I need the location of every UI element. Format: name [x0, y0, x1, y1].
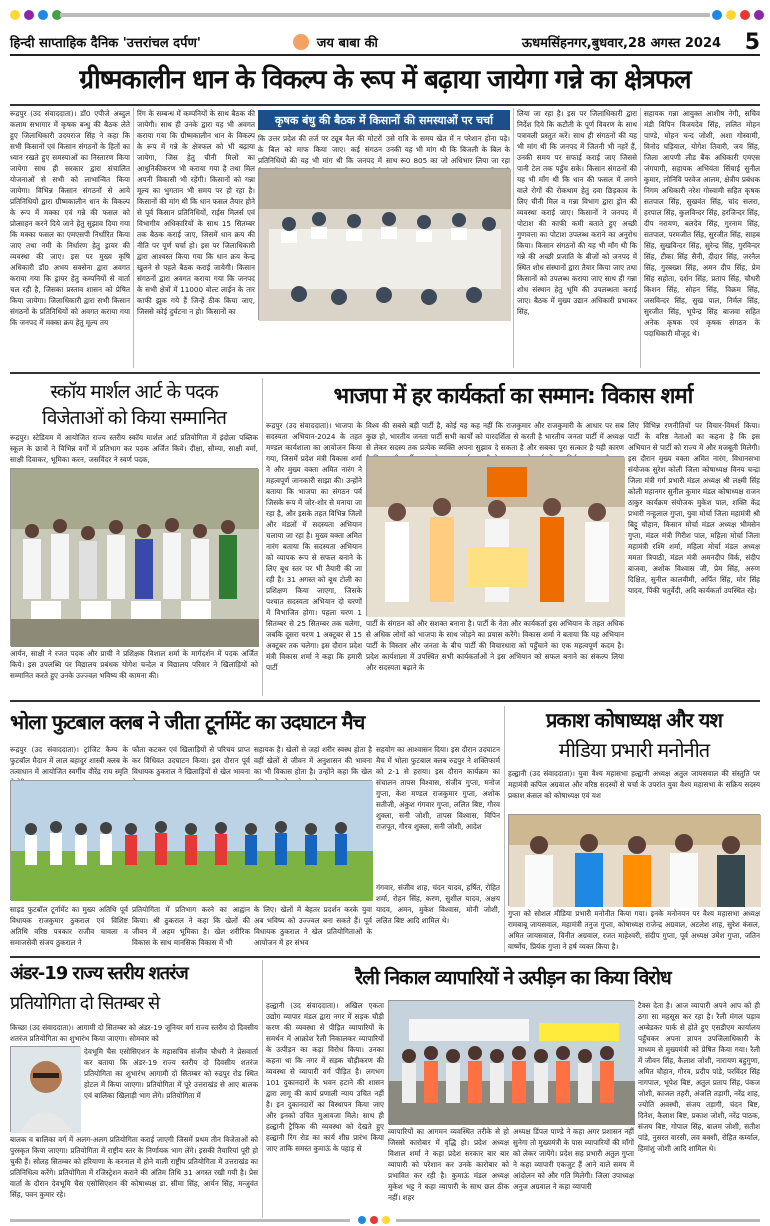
article7-col2: व्यापारियों का आगमन व्यवस्थित तरीके से हो जिससे कारोबार में वृद्धि हो। प्रदेश अध्यक्ष विशाल शर्मा ने कहा प्रदेश सरकार बार बार व्यापारी को परेशान कर उनके कारोबार को प्रभावित कर रही है। कुमाऊं मंडल अध्यक्ष मुकेश भट्ट ने कहा व्यापारी के साथ छल ठीक नहीं। शहर [388, 1127, 509, 1202]
color-dots-left [10, 10, 62, 20]
article1-col2: रिंग के सम्बन्ध में कम्पनियों के साथ बैठक की जायेगी। साथ ही उनके द्वारा यह भी अवगत कराया गया कि ग्रीष्मकालीन धान के विकल्प के रूप में गन्ने के क्षेत्रफल को भी बढ़ाया जायेगा, जिस हेतु चीनी मिलों का आधुनिकीकरण भी कराया गया है तथा मिल अपनी विकासी भी रहेंगी। किसानों को गन्ना मूल्य का भुगतान भी समय पर हो रहा है। किसानों की मांग थी कि धान फसल तैयार होने से पूर्व किसान प्रतिनिधियों, राईस मिलर्स एवं विभागीय अधिकारियों के साथ 15 सितम्बर तक बैठक कराई जाए, जिसमें धान क्रय की नीति पर पूर्ण चर्चा हो। इस पर जिलाधिकारी द्वारा आश्वस्त किया गया कि धान क्रय केन्द्र खुलने से पहले बैठक कराई जायेगी। किसान संगठनों द्वारा अवगत कराया गया कि जनपद के सभी क्षेत्रों में 11000 वोल्ट लाईन के तार काफी झुक गये हैं जिन्हें ठीक किया जाए, जिससे कोई दुर्घटना न हो। किसानों का [137, 109, 255, 316]
dot-icon [370, 1216, 378, 1224]
divider [513, 108, 514, 368]
article1-subhead: कृषक बंधु की बैठक में किसानों की समस्याओं पर चर्चा [258, 110, 510, 130]
article4-col4: सहयोग का आश्वासन दिया। इस दौरान उदघाटन मैच में भोला फुटबाल क्लब रुद्रपुर ने शक्तिफार्म को 2-1 से हराया। इस दौरान कार्यक्रम का संचालन तापस विश्वास, संजीव गुप्ता, मनोज गुप्ता, केश मण्डल राजकुमार गुप्ता, अशोक सतीजी, अंकुश गंगवार गुप्ता, ललित बिष्ट, गौरव शुक्ला, सनी जोशी, तापस विश्वास, विपिन राजपूत, गौरव शुक्ला, सनी जोशी, आदेश [376, 745, 500, 831]
motto: जय बाबा की [316, 36, 378, 51]
article2-body: आर्यन, साक्षी ने रजत पदक और प्राची ने प्रशिक्षक विशाल शर्मा के मार्गदर्शन में पदक अर्जित किये। इस उपलब्धि पर विद्यालय प्रबंधक योगेश चन्देल व विद्यालय परिवार ने खिलाड़ियों को सम्मानित करते हुए उनके उज्ज्वल भविष्य की कामना की। [10, 649, 258, 680]
article3-col1: रूद्रपुर (उद संवाददाता)। भाजपा के सदस्यता अभियान-2024 के तहत मण्डल कार्यशाला का आयोजन किया गया, जिसमें प्रदेश मंत्री विकास शर्मा ने और मुख्य वक्ता अमित नारंग ने महत्वपूर्ण जानकारी साझा की। उन्होंने बताया कि भाजपा का संगठन पर्व जिसके रूप में जोर-शोर से मनाया जा रहा है, और इसके तहत विभिन्न जिलों और मंडलों में सदस्यता अभियान चलाया जा रहा है। मुख्य वक्ता अमित नारंग बताया कि सदस्यता अभियान को व्यापक रूप से सफल बनाने के लिए बूथ स्तर पर भी तैयारी की जा रही है। 31 अगस्त को बूथ टोली का प्रशिक्षण किया जाएगा, जिसके पश्चात सदस्यता अभियान दो चरणों में विभाजित होगा। पहला चरण 1 सितम्बर से 25 सितम्बर तक चलेगा, जबकि दूसरा चरण 1 अक्टूबर से 15 अक्टूबर तक चलेगा। इस दौरान प्रदेश मंत्री विकास शर्मा ने कहा कि हमारी पार्टी [266, 421, 362, 672]
masthead [10, 30, 760, 56]
article7-col4: टैक्स देता है। आज व्यापारी अपने आप को ही ठगा सा महसूस कर रहा है। रैली मंगल पड़ाव अम्बेडकर पार्क से होते हुए एसडीएम कार्यालय पहुँचकर अपना ज्ञापन उपजिलाधिकारी के माध्यम से मुख्यमंत्री को प्रेषित किया गया। रैली में जीवन सिंह, कैलाश जोशी, नारायण बहुगुणा, अमित चौहान, गौरव, प्रदीप पांडे, परविंदर सिंह नागपाल, भूपेश बिष्ट, अतुल प्रताप सिंह, पंकज जोशी, काजल तहरी, अंजलि तड़ागी, नरेंद्र शाह, ज्योति अवस्थी, संजय तड़ागी, चंदन बिष्ट, दिनेश, कैलाश बिष्ट, प्रकाश जोशी, नरेंद्र पाठक, संजय बिष्ट, गोपाल सिंह, बालम जोशी, सतीश पांडे, नुसरत वारसी, लव बक्शी, रोहित कर्म्याल, हिमांशु जोशी आदि शामिल थे। [638, 1001, 760, 1153]
article4-col1: रूद्रपुर (उद संवाददाता)। ट्रांजिट कैम्प के फुटबॉल मैदान में लाल बहादुर शास्त्री क्लब के तत्वाधान में आयोजित स्वर्गीय वीरेंद्र राय स्मृति [10, 745, 128, 776]
article7-headline: रैली निकाल व्यापारियों ने उत्पीड़न का किया विरोध [355, 967, 671, 989]
article5-body: गुप्ता को सोशल मीडिया प्रभारी मनोनीत किया गया। इनके मनोनयन पर वैश्य महासभा अध्यक्ष रामबाबू जायसवाल, महामंत्री तनुज गुप्ता, कोषाध्यक्ष राजेन्द्र अग्रवाल, अटलेश शाह, सुरेश कंसल, अमित जायसवाल, विनीत अग्रवाल, रजत माहेश्वरी, संदीप गुप्ता, पूर्व अध्यक्ष उमेश गुप्ता, जतिन वार्ष्णेय, प्रियंक गुप्ता ने हर्ष व्यक्त किया है। [508, 909, 760, 951]
dot-icon [740, 10, 750, 20]
divider [10, 956, 760, 958]
divider [10, 104, 760, 106]
article6-headline-line2: प्रतियोगिता दो सितम्बर से [10, 993, 160, 1014]
article4-col3b: के लिए। खेलों में बेहतर प्रदर्शन करके युवा अब भविष्य को उज्ज्वल बना सकते हैं। पूर्व विधायक ठुकराल ने खेल प्रतियोगिताओं के आयोजन में हर संभव [254, 905, 372, 947]
dot-icon [754, 10, 764, 20]
article6-lead: किच्छा (उद संवाददाता)। आगामी दो सितम्बर को अंडर-19 जूनियर वर्ग राज्य स्तरीय दो दिवसीय शतरंज प्रतियोगिता का शुभारंभ किया जाएगा। सोमवार को [10, 1023, 258, 1043]
article1-headline: ग्रीष्मकालीन धान के विकल्प के रूप में बढ़ाया जायेगा गन्ने का क्षेत्रफल [79, 65, 691, 95]
article3-col4: लिए विभिन्न रणनीतियों पर विचार-विमर्श किया। पार्टी के वरिष्ठ नेताओं का कहना है कि इस अभियान से पार्टी को राज्य में और मजबूती मिलेगी। इस दौरान मुख्य वक्ता अमित नारंग, विधानसभा संयोजक सुरेश कोली जिला कोषाध्यक्ष विनय चन्द्रा जिला मंत्री गर्ग प्रभारी मंडल अध्यक्ष श्री लक्ष्मी सिंह कोली महानगर सुनील कुमार मंडल कोषाध्यक्ष राजन ठाकुर कार्यक्रम संयोजक मुकेश पाल, शक्ति केंद्र प्रभारी नन्हूलाल गुप्ता, युवा मोर्चा जिला महामंत्री श्री बिट्टू चौहान, किसान मोर्चा मंडल अध्यक्ष भीमसेन गुप्ता, मंडल मंत्री गिरीश पाल, महिला मोर्चा जिला महामंत्री रश्मि शर्मा, महिला मोर्चा मंडल अध्यक्ष ममता त्रिपाठी, मंडल मंत्री अमनदीप विर्क, संदीप बाजवा, अशोक विश्वास जी, प्रेम सिंह, अरुण दिक्षित, सुनील कालवीमी, अर्पित सिंह, मोर सिंह यादव, पिंकी चतुर्वेदी, अदि कार्यकर्ता उपस्थित रहे। [628, 421, 760, 595]
divider [262, 378, 263, 696]
article6-portrait-photo [10, 1046, 80, 1132]
article6-right: देवभूमि चैस एसोसिएशन के महासचिव संजीव चौधरी ने प्रेसवार्ता कर बताया कि अंडर-19 राज्य स्तरीय दो दिवसीय शतरंज प्रतियोगिता का शुभारंभ आगामी दो सितम्बर को रुद्रपुर रोड स्थित होटल में किया जाएगा। प्रतियोगिता में पूरे उत्तराखंड से आए बालक एवं बालिका खिलाड़ी भाग लेंगे। प्रतियोगिता में [84, 1047, 258, 1100]
article4-col2b: प्रतियोगिता में प्रतिभाग करने का आह्वान किया। श्री ठुकराल ने कहा कि खेलों की जीवन में अहम भूमिका है। खेल शरीरिक विकास के साथ मानसिक विकास में भी [132, 905, 250, 947]
page-number: 5 [744, 29, 761, 55]
dateline: ऊधमसिंहनगर,बुधवार,28 अगस्त 2024 [521, 36, 722, 51]
divider [10, 372, 760, 374]
divider [10, 700, 760, 702]
bottom-rule [10, 1219, 350, 1222]
divider [640, 108, 641, 368]
dot-icon [358, 1216, 366, 1224]
article4-col3: सहायक है। खेलों से जहां शरीर स्वस्थ होता है वहीं खेलों से जीवन में अनुशासन की भावना का भी विकास होता है। उन्होंने कहा कि खेल [254, 745, 372, 776]
article1-col5: लिया जा रहा है। इस पर जिलाधिकारी द्वारा निर्देश दिये कि कटौती के पूर्ण विवरण के साथ पत्रावली प्रस्तुत करें। साथ ही संगठनों की यह भी मांग थी कि जनपद में जितनी भी नहरें हैं, उनकी समय पर सफाई कराई जाए जिससे पानी टेल तक पहुँच सके। किसान संगठनों की यह भी माँग थी कि धान की फसल में लगने वाले रोगों की रोकथाम हेतु दवा छिड़काव के लिए चीनी मिल व गन्ना विभाग द्वारा ड्रोन की व्यवस्था कराई जाए। किसानों ने जनपद में पोटाश की काफी कमी बताते हुए अच्छी गुणवत्ता का पोटाश उपलब्ध कराने का अनुरोध किया। किसान संगठनों की यह भी माँग थी कि गन्ने की अच्छी प्रजाति के बीजों को जनपद में स्थित शोध संस्थानों द्वारा तैयार किया जाए तथा किसानों को उपलब्ध कराया जाए साथ ही गन्ना शोध संस्थान हेतु भूमि की उपलब्धता कराई जाए। बैठक में मुख्य उद्यान अधिकारी प्रभाकर सिंह, [517, 109, 637, 316]
divider [504, 706, 505, 952]
dot-icon [382, 1216, 390, 1224]
top-color-bar [0, 0, 770, 30]
article7-rally-photo [388, 1000, 634, 1124]
article3-col3: पार्टी के संगठन को और सशक्त बनाना है। पार्टी के नेता और कार्यकर्ता इस अभियान के तहत अधिक से अधिक लोगों को भाजपा के साथ जोड़ने का प्रयास करेंगे। विकास शर्मा ने बताया कि यह अभियान पार्टी के विस्तार और जनता के बीच पार्टी की विचारधारा को पहुँचाने का एक महत्वपूर्ण कदम है। प्रदेश कार्यशाला में उपस्थित सभी कार्यकर्ताओं ने इस अभियान को सफल बनाने का संकल्प लिया और सदस्यता बढ़ाने के [366, 619, 624, 672]
article2-intro: रूद्रपुर। स्टेडियम में आयोजित राज्य स्तरीय स्कॉय मार्शल आर्ट प्रतियोगिता में इंदोला पब्लिक स्कूल के छात्रों ने विभिन्न वर्गों में प्रतिभाग कर पदक अर्जित किये। दीक्षा, सौम्या, साक्षी वर्मा, साक्षी दिवाकर, भूमिका करन, जसविंदर ने स्वर्ण पदक, [10, 433, 258, 464]
article1-meeting-photo [258, 168, 510, 320]
article2-medal-winners-photo [10, 468, 258, 646]
article6-body: बालक व बालिका वर्ग में अलग-अलग प्रतियोगिता कराई जाएगी जिसमें प्रथम तीन विजेताओं को पुरस्कृत किया जाएगा। प्रतियोगिता में राष्ट्रीय स्तर के निर्णायक भाग लेंगे। इसकी तैयारियां पूरी हो चुकी हैं। सोलह सितम्बर को हरियाणा के करनाल में होने वाली राष्ट्रीय प्रतियोगिता में उत्तराखंड का प्रतिनिधित्व करेंगे। प्रतियोगिता में रजिस्ट्रेशन कराने की अंतिम तिथि 31 अगस्त रखी गयी है। प्रेस वार्ता के दौरान देवभूमि चैस एसोसिएशन की कोषाध्यक्ष डा. सीमा सिंह, आर्यन सिंह, मन्जुवंत सिंह, पवन कुमार रहे। [10, 1135, 258, 1199]
dot-icon [712, 10, 722, 20]
divider [133, 108, 134, 368]
article4-col1b: साइड फुटबॉल टूर्नामेंट का मुख्य अतिथि पूर्व विधायक राजकुमार ठुकराल एवं विशिष्ट अतिथि वरिष्ठ पत्रकार राजीव चावला व समाजसेवी संजय ठुकराल ने [10, 905, 128, 947]
article5-headline-line2: मीडिया प्रभारी मनोनीत [558, 738, 710, 762]
bottom-rule [396, 1219, 760, 1222]
article3-headline: भाजपा में हर कार्यकर्ता का सम्मान: विकास शर्मा [333, 384, 693, 409]
color-dots-right [712, 10, 764, 20]
article4-headline: भोला फुटबाल क्लब ने जीता टूर्नामेंट का उदघाटन मैच [10, 710, 365, 734]
article3-felicitation-photo [366, 456, 624, 616]
top-rule [60, 13, 710, 17]
bottom-color-bar [0, 1216, 770, 1226]
article7-col1: हल्द्वानी (उद संवाददाता)। अखिल एकता उद्योग व्यापार मंडल द्वारा नगर में सड़क चौड़ी करण की व्यवस्था से पीड़ित व्यापारियों के समर्थन में आक्रोश रैली निकालकर व्यापारियों के उत्पीड़न का कड़ा विरोध किया। उनका कहना था कि नगर में सड़क चौड़ीकरण की व्यवस्था से व्यापारी वर्ग पीड़ित है। लगभग 101 दुकानदारों के भवन हटाने की शासन द्वारा लागू की कार्य प्रणाली न्याय उचित नहीं है। इन दुकानदारों का विस्थापन किया जाए और इनको उचित मुआवजा मिले। साथ ही हल्द्वानी ट्रैफिक की व्यवस्था को देखते हुए हल्द्वानी रिंग रोड का कार्य शीघ्र प्रारंभ किया जाए ताकि समस्त कुमाऊं के पहाड़ से [266, 1001, 384, 1153]
paper-name: हिन्दी साप्ताहिक दैनिक 'उत्तरांचल दर्पण' [10, 36, 201, 51]
article7-col3: अध्यक्ष डिंपल पाण्डे ने कहा अगर प्रशासन नहीं सुनेगा तो मुख्यमंत्री के पास व्यापारियों की माँगों को लेकर जायेंगे। प्रदेश सह प्रभारी अतुल गुप्ता ने कहा व्यापारी एकजुट हैं आने वाले समय में आंदोलन को और गति मिलेगी। जिला उपाध्यक्ष अनुज अग्रवाल ने कहा व्यापारी [513, 1127, 634, 1191]
article1-col1: रूद्रपुर (उद संवाददाता)। डॉ0 एपीजे अब्दुल कलाम सभागार में कृषक बन्धु की बैठक लेते हुए जिलाधिकारी उदयराज सिंह ने कहा कि सभी किसानों एवं किसान संगठनों के हितों का ध्यान रखते हुए समस्याओं का निस्तारण किया जायेगा साथ ही सरकार द्वारा संचालित योजनाओं से सभी को लाभान्वित किया जायेगा। विभिन्न किसान संगठनों से आये प्रतिनिधियों द्वारा ग्रीष्मकालीन धान के विकल्प के रूप में मक्का एवं गन्ने की फसल को प्रोत्साहन करने दिये जाने हेतु सुझाव दिया गया कि मक्का फसल का एमएसपी निर्धारित किया जाए तथा नमी के निर्धारण हेतु ड्रायर की व्यवस्था की जाए। इस पर मुख्य कृषि अधिकारी डॉ0 अभय सक्सेना द्वारा अवगत कराया गया कि ड्रायर हेतु कम्पनियों से वार्ता चल रही है, जिसका प्रस्ताव शासन को प्रेषित किया जायेगा। जिलाधिकारी द्वारा सभी किसान संगठनों के प्रतिनिधियों को अवगत कराया गया कि जनपद में मक्का क्रय हेतु मूल्य तय [10, 109, 130, 327]
article5-headline-line1: प्रकाश कोषाध्यक्ष और यश [546, 708, 722, 732]
article5-members-photo [508, 814, 760, 906]
article1-col3-cont [258, 322, 382, 368]
article4-football-photo [10, 780, 372, 900]
article1-col6: सहायक गन्ना आयुक्त आशीष नेगी, सचिव मंडी विपिन विजयदेव सिंह, ललित मोहन पाण्डे, मोहन चन्द जोशी, अशा गोस्वामी, विनोद घड़ियाल, योगेश तिवारी, जय सिंह, जिला आपणी लीड बैंक अधिकारी एमएस जंगपागी, सहायक अभियंता सिंचाई सुनील कुमार, लोनिवि परवेज आलम, क्षेत्रीय प्रबंधक निगम अधिकारी नरेश गोस्वामी सहित कृषक सतपाल सिंह, सुखवंत सिंह, चांद सलरा, हरपाल सिंह, कुलविन्दर सिंह, हरजिन्दर सिंह, दीप नरायण, बलदेव सिंह, गुरनाम सिंह, सतपाल, परमजीत सिंह, सुरजीत सिंह, साहब सिंह, सुखविन्दर सिंह, सुरेन्द्र सिंह, गुरविन्दर सिंह, टीका सिंह सैनी, दीदार सिंह, जरनैल सिंह, गुरबख्श सिंह, अमन दीप सिंह, प्रेम सिंह सहोता, दर्शन सिंह, प्रताप सिंह, चौधरी किशन सिंह, सोहन सिंह, विक्रम सिंह, जसविन्दर सिंह, सुख पाल, निर्मल सिंह, सुरजीत सिंह, भूपेन्द्र सिंह बाजवा सहित अनेक कृषक एवं कृषक संगठन के पदाधिकारी मौजूद थे। [644, 109, 760, 338]
divider [262, 960, 263, 1218]
dot-icon [10, 10, 20, 20]
dot-icon [726, 10, 736, 20]
dot-icon [38, 10, 48, 20]
article3-col2-top: विश्व की सबसे बड़ी पार्टी है, कोई यह कह नहीं कि राजकुमार और राजकुमारी के आधार पर सब कुछ हो, भारतीय जनता पार्टी सभी कार्यों को पारदर्शिता से करती है भारतीय जनता पार्टी में अध्यक्ष से लेकर सदस्य तक प्रत्येक व्यक्ति अपना सुझाव दे सकता है और सबका पूरा सत्कार है यही कारण [366, 421, 624, 452]
article2-headline-line2: विजेताओं को किया सम्मानित [42, 407, 226, 429]
bottom-dots [358, 1216, 390, 1224]
ganesh-icon [293, 34, 309, 50]
article1-col4: उसे रात्रि के समय खेत में न परेशान होना पड़े। उनकी यह भी मांग थी कि बिजली के बिल के साथ रू0 805 का जो अधिभार लिया जा रहा [386, 134, 510, 165]
article4-col2: फौता कटकर एवं खिलाड़ियों से परिचय प्राप्त कर विधिवत उदघाटन किया। इस दौरान पूर्व विधायक ठुकराल ने खिलाड़ियों से खेल भावना [132, 745, 250, 776]
dot-icon [24, 10, 34, 20]
article4-col4b: गंगवार, संजीव शाह, चंदन यादव, हर्षित, रोहित शर्मा, रोहन सिंह, करण, सुशील यादव, अक्षय यादव, अमन, मुकेश विश्वास, मोनी जोशी, ललित बिष्ट आदि शामिल थे। [376, 883, 500, 925]
article2-headline-line1: स्कॉय मार्शल आर्ट के पदक [50, 381, 218, 403]
article5-intro: हल्द्वानी (उद संवाददाता)। युवा वैश्य महासभा हल्द्वानी अध्यक्ष अतुल जायसवाल की संस्तुति पर महामंत्री कपिल अग्रवाल और वरिष्ठ सदस्यों से चर्चा के उपरांत युवा वैश्य महासभा के सक्रिय सदस्य प्रकाश कंसल को कोषाध्यक्ष एवं यश [508, 769, 760, 800]
article6-headline-line1: अंडर-19 राज्य स्तरीय शतरंज [10, 963, 188, 984]
article1-col3: कि उत्तर प्रदेश की तर्ज पर ट्यूब वैल की मोटरों के बिल को माफ किया जाए। कई संगठन प्रतिनिधियों की यह भी मांग थी कि जनपद में [258, 134, 382, 165]
